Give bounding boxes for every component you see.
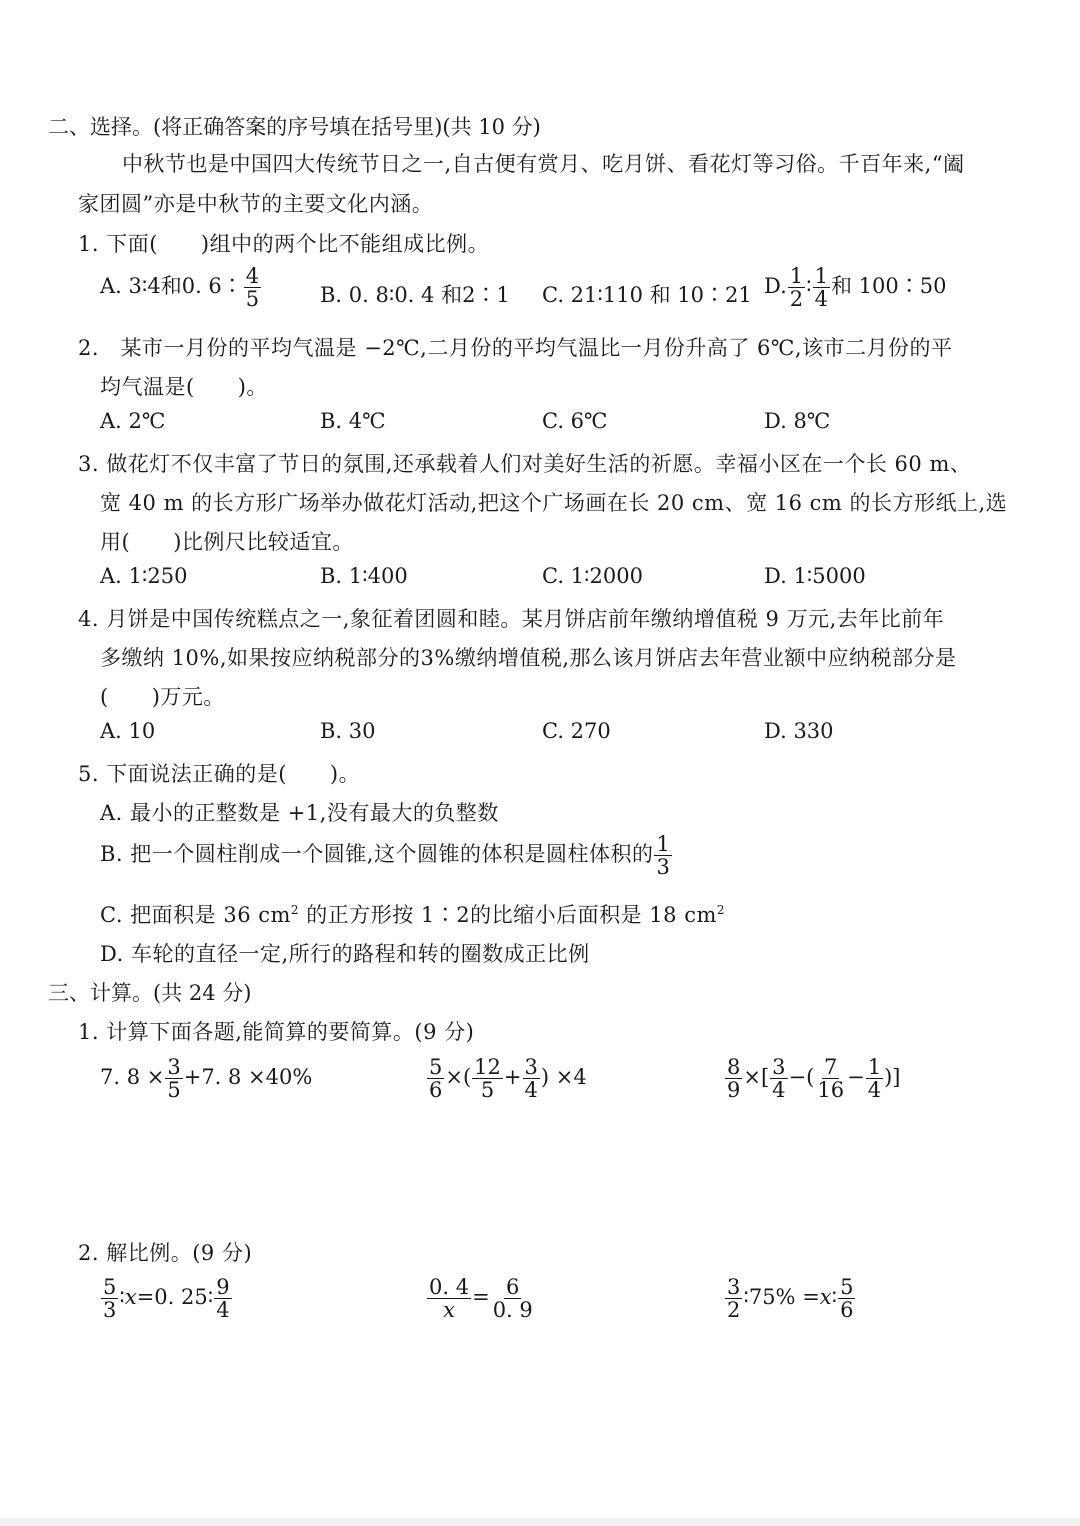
denominator: 9 (727, 1078, 741, 1103)
q2-stem-line-1: 2. 某市一月份的平均气温是 −2℃,二月份的平均气温比一月份升高了 6℃,该市二月份的平 (78, 336, 953, 360)
q2-option-b: B. 4℃ (320, 409, 386, 433)
fraction (244, 265, 261, 310)
numerator: 3 (167, 1055, 181, 1079)
math-text: ×( (445, 1065, 472, 1090)
numerator: 5 (429, 1055, 443, 1079)
denominator: 4 (772, 1078, 786, 1103)
q5-option-a: A. 最小的正整数是 +1,没有最大的负整数 (100, 801, 499, 825)
fraction (838, 1276, 855, 1321)
fraction (101, 1276, 118, 1321)
math-text: 7. 8 × (100, 1065, 165, 1090)
q2-option-c: C. 6℃ (542, 409, 608, 433)
denominator: 4 (814, 287, 828, 312)
q3-stem-line-2: 宽 40 m 的长方形广场举办做花灯活动,把这个广场画在长 20 cm、宽 16 cm 的长方形纸上,选 (100, 491, 1008, 515)
fraction (815, 1056, 846, 1101)
denominator: 2 (789, 287, 804, 312)
q3-option-d: D. 1∶5000 (764, 564, 866, 588)
q5-option-d: D. 车轮的直径一定,所行的路程和转的圈数成正比例 (100, 942, 590, 966)
superscript: 2 (290, 903, 300, 917)
math-text: =0. 25∶ (136, 1285, 214, 1310)
q2-option-d: D. 8℃ (764, 409, 831, 433)
denominator: 3 (656, 855, 671, 880)
p1-expression-3 (724, 1056, 900, 1101)
fraction (866, 1056, 883, 1101)
denominator: 5 (167, 1078, 181, 1103)
numerator: 3 (524, 1055, 538, 1079)
fraction (725, 1276, 742, 1321)
p2-equation-2 (426, 1276, 536, 1321)
q1-stem: 1. 下面( )组中的两个比不能组成比例。 (78, 232, 490, 256)
q2-stem-line-2: 均气温是( )。 (100, 375, 268, 399)
math-text: − (847, 1065, 865, 1090)
p1-expression-2 (426, 1056, 587, 1101)
math-text: −( (788, 1065, 815, 1090)
q1-option-d (764, 265, 946, 310)
variable-x: x (124, 1285, 137, 1310)
q4-stem-line-2: 多缴纳 10%,如果按应纳税部分的3%缴纳增值税,那么该月饼店去年营业额中应纳税部分是 (100, 646, 957, 670)
numerator: 8 (727, 1055, 741, 1079)
numerator: 0. 4 (429, 1275, 470, 1299)
denominator: 4 (524, 1078, 538, 1103)
math-text: + (503, 1065, 522, 1090)
denominator: 6 (840, 1298, 854, 1323)
intro-line-1: 中秋节也是中国四大传统节日之一,自古便有赏月、吃月饼、看花灯等习俗。千百年来,“阖 (122, 152, 965, 176)
p2-equation-1 (100, 1276, 233, 1321)
q5-option-c (100, 899, 725, 929)
fraction (788, 265, 805, 310)
fraction (491, 1276, 535, 1321)
fraction (214, 1276, 231, 1321)
numerator: 3 (727, 1275, 741, 1299)
fraction (654, 833, 672, 878)
math-text: ∶ (831, 1285, 838, 1310)
fraction (813, 265, 830, 310)
fraction (472, 1056, 503, 1101)
denominator: 16 (817, 1078, 845, 1103)
superscript: 2 (716, 903, 726, 917)
math-text: ∶ (119, 1285, 125, 1310)
q4-stem-line-3: ( )万元。 (100, 685, 225, 709)
section-2-header: 二、选择。(将正确答案的序号填在括号里)(共 10 分) (48, 115, 541, 139)
denominator: 6 (429, 1078, 443, 1103)
intro-line-2: 家团圆”亦是中秋节的主要文化内涵。 (78, 192, 434, 216)
q4-option-c: C. 270 (542, 719, 611, 743)
denominator: 4 (216, 1298, 230, 1323)
q5-option-c-text-1: C. 把面积是 36 cm (100, 903, 291, 927)
q5-option-b (100, 833, 673, 878)
math-text: = (472, 1285, 490, 1310)
q1-option-d-prefix: D. (764, 274, 787, 299)
q1-option-d-suffix: 和 100∶50 (830, 274, 947, 299)
q1-option-b: B. 0. 8∶0. 4 和2∶1 (320, 283, 510, 307)
fraction (725, 1056, 742, 1101)
numerator: 3 (772, 1055, 786, 1079)
q3-option-a: A. 1∶250 (100, 564, 188, 588)
math-text: )] (884, 1065, 901, 1090)
denominator: 4 (867, 1078, 882, 1103)
q3-stem-line-1: 3. 做花灯不仅丰富了节日的氛围,还承载着人们对美好生活的祈愿。幸福小区在一个长 60 m、 (78, 452, 972, 476)
numerator: 7 (824, 1055, 838, 1079)
denominator: 0. 9 (492, 1298, 533, 1323)
numerator: 1 (867, 1055, 882, 1079)
q1-option-c: C. 21∶110 和 10∶21 (542, 283, 752, 307)
numerator: 1 (814, 264, 828, 288)
numerator: 5 (103, 1275, 117, 1299)
denominator: 2 (727, 1298, 741, 1323)
q4-option-a: A. 10 (100, 719, 156, 743)
numerator: 1 (656, 832, 671, 856)
numerator: 12 (474, 1055, 501, 1079)
math-text: ∶75% = (743, 1285, 820, 1310)
math-text: ×[ (743, 1065, 770, 1090)
fraction (165, 1056, 182, 1101)
section-3-header: 三、计算。(共 24 分) (48, 981, 252, 1005)
colon: ∶ (806, 274, 812, 299)
q4-option-b: B. 30 (320, 719, 376, 743)
p1-title: 1. 计算下面各题,能简算的要简算。(9 分) (78, 1020, 475, 1044)
p2-equation-3 (724, 1276, 856, 1321)
q5-option-c-text-2: 的正方形按 1∶2的比缩小后面积是 18 cm (299, 903, 717, 927)
q4-stem-line-1: 4. 月饼是中国传统糕点之一,象征着团圆和睦。某月饼店前年缴纳增值税 9 万元,去年比前年 (78, 607, 945, 631)
fraction (770, 1056, 787, 1101)
q4-option-d: D. 330 (764, 719, 834, 743)
q3-option-c: C. 1∶2000 (542, 564, 643, 588)
q5-stem: 5. 下面说法正确的是( )。 (78, 762, 361, 786)
math-text: ) ×4 (540, 1065, 587, 1090)
numerator: 1 (789, 264, 804, 288)
fraction (523, 1056, 540, 1101)
q5-option-b-text: B. 把一个圆柱削成一个圆锥,这个圆锥的体积是圆柱体积的 (100, 842, 654, 867)
fraction (427, 1056, 444, 1101)
denominator: 5 (245, 287, 260, 312)
denominator: 5 (480, 1078, 495, 1103)
fraction (427, 1276, 471, 1321)
p1-expression-1 (100, 1056, 312, 1101)
numerator: 9 (216, 1275, 230, 1299)
denominator: 3 (103, 1298, 117, 1323)
numerator: 5 (840, 1275, 854, 1299)
q1-option-a-text: A. 3∶4和0. 6∶ (100, 274, 243, 299)
denominator: x (443, 1298, 455, 1323)
page-bottom-edge (0, 1518, 1080, 1526)
math-text: +7. 8 ×40% (183, 1065, 313, 1090)
variable-x: x (819, 1285, 832, 1310)
numerator: 6 (506, 1275, 520, 1299)
q3-stem-line-3: 用( )比例尺比较适宜。 (100, 530, 354, 554)
q3-option-b: B. 1∶400 (320, 564, 408, 588)
p2-title: 2. 解比例。(9 分) (78, 1241, 253, 1265)
q1-option-a (100, 265, 262, 310)
q2-option-a: A. 2℃ (100, 409, 166, 433)
numerator: 4 (245, 264, 260, 288)
